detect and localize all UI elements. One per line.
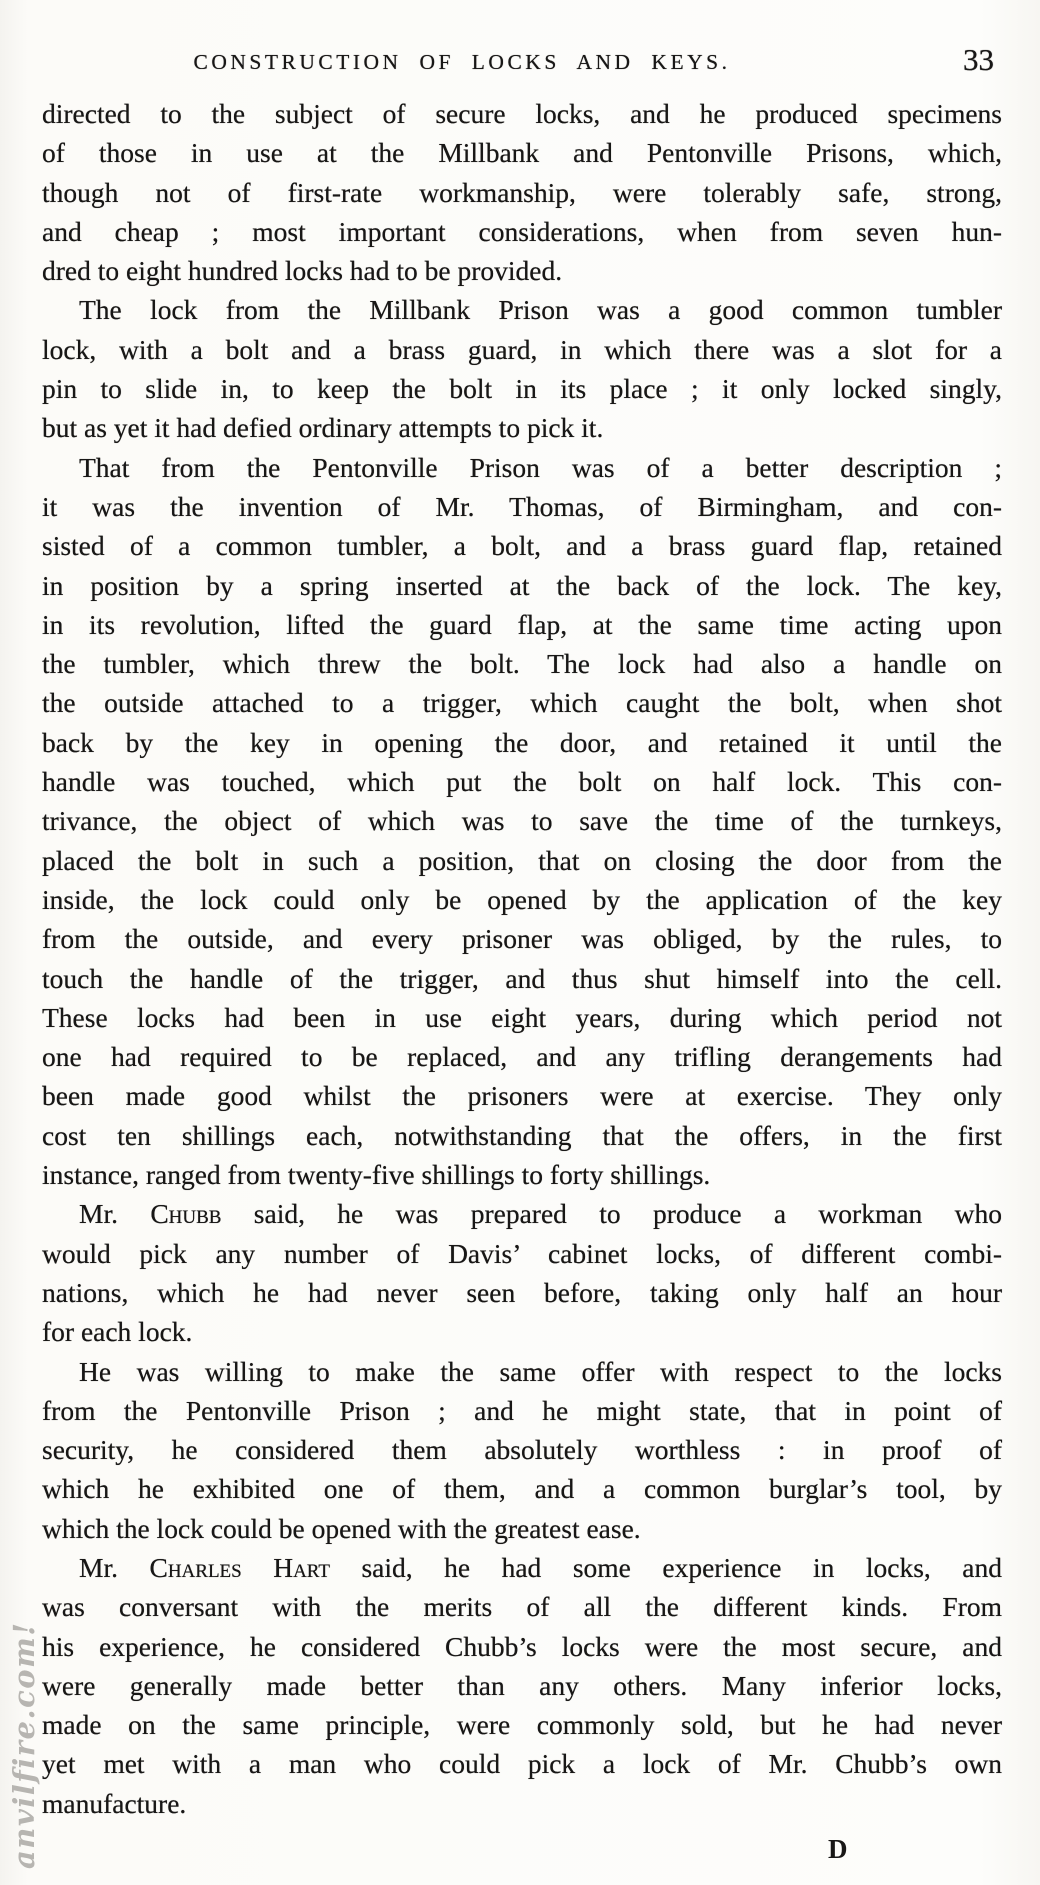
text-line: been made good whilst the prisoners were at exercise. They only — [42, 1080, 1002, 1112]
text-line: though not of first-rate workmanship, were tolerably safe, strong, — [42, 176, 1002, 208]
watermark-text: anvilfire.com! — [7, 1621, 41, 1869]
printer-signature-mark: D — [828, 1834, 849, 1864]
text-line: security, he considered them absolutely worthless : in proof of — [42, 1434, 1002, 1466]
text-line: These locks had been in use eight years, during which period not — [42, 1001, 1002, 1033]
text-line: from the Pentonville Prison ; and he might state, that in point of — [42, 1394, 1002, 1426]
text-line: sisted of a common tumbler, a bolt, and a brass guard flap, retained — [42, 530, 1002, 562]
text-line: one had required to be replaced, and any trifling derangements had — [42, 1041, 1002, 1073]
paragraph — [42, 1194, 1002, 1351]
text-line: which he exhibited one of them, and a common burglar’s tool, by — [42, 1473, 1002, 1505]
text-line: which the lock could be opened with the greatest ease. — [42, 1512, 641, 1544]
text-line: handle was touched, which put the bolt on half lock. This con- — [42, 766, 1002, 798]
text-line: for each lock. — [42, 1316, 193, 1348]
text-line: his experience, he considered Chubb’s locks were the most secure, and — [42, 1630, 1002, 1662]
text-line: would pick any number of Davis’ cabinet locks, of different combi- — [42, 1237, 1002, 1269]
text-line: Mr. Chubb said, he was prepared to produce a workman who — [79, 1198, 1003, 1230]
paragraph — [42, 1548, 1002, 1823]
text-line: back by the key in opening the door, and retained it until the — [42, 726, 1002, 758]
page-number: 33 — [963, 42, 994, 77]
page-body — [42, 94, 1002, 1823]
paragraph — [42, 448, 1002, 1195]
text-line: was conversant with the merits of all the different kinds. From — [42, 1591, 1002, 1623]
paragraph — [42, 1352, 1002, 1548]
text-line: manufacture. — [42, 1787, 187, 1819]
text-line: That from the Pentonville Prison was of a better description ; — [79, 451, 1002, 483]
text-line: pin to slide in, to keep the bolt in its place ; it only locked singly, — [42, 373, 1002, 405]
text-line: inside, the lock could only be opened by the application of the key — [42, 883, 1002, 915]
text-line: yet met with a man who could pick a lock of Mr. Chubb’s own — [42, 1748, 1002, 1780]
text-line: were generally made better than any others. Many inferior locks, — [42, 1669, 1002, 1701]
text-line: it was the invention of Mr. Thomas, of Birmingham, and con- — [42, 490, 1002, 522]
text-line: lock, with a bolt and a brass guard, in which there was a slot for a — [42, 333, 1002, 365]
text-line: trivance, the object of which was to save the time of the turnkeys, — [42, 805, 1002, 837]
text-line: in its revolution, lifted the guard flap, at the same time acting upon — [42, 608, 1002, 640]
text-line: nations, which he had never seen before, taking only half an hour — [42, 1276, 1002, 1308]
text-line: placed the bolt in such a position, that on closing the door from the — [42, 844, 1002, 876]
text-line: the outside attached to a trigger, which caught the bolt, when shot — [42, 687, 1002, 719]
paragraph — [42, 94, 1002, 290]
text-line: Mr. Charles Hart said, he had some experience in locks, and — [79, 1551, 1002, 1583]
text-line: made on the same principle, were commonly sold, but he had never — [42, 1709, 1002, 1741]
text-line: He was willing to make the same offer with respect to the locks — [79, 1355, 1002, 1387]
text-line: touch the handle of the trigger, and thus shut himself into the cell. — [42, 962, 1002, 994]
paragraph — [42, 290, 1002, 447]
text-line: directed to the subject of secure locks, and he produced specimens — [42, 98, 1002, 129]
text-line: dred to eight hundred locks had to be provided. — [42, 255, 563, 287]
text-line: instance, ranged from twenty-five shillings to forty shillings. — [42, 1159, 711, 1191]
text-line: and cheap ; most important considerations, when from seven hun- — [42, 215, 1002, 247]
text-line: from the outside, and every prisoner was obliged, by the rules, to — [42, 923, 1002, 955]
text-line: the tumbler, which threw the bolt. The lock had also a handle on — [42, 648, 1002, 680]
running-header-title: CONSTRUCTION OF LOCKS AND KEYS. — [193, 50, 731, 74]
text-line: of those in use at the Millbank and Pentonville Prisons, which, — [42, 137, 1002, 169]
text-line: in position by a spring inserted at the back of the lock. The key, — [42, 569, 1002, 601]
text-line: but as yet it had defied ordinary attempts to pick it. — [42, 412, 604, 444]
page-header — [42, 42, 1002, 86]
text-line: cost ten shillings each, notwithstanding that the offers, in the first — [42, 1119, 1002, 1151]
text-line: The lock from the Millbank Prison was a good common tumbler — [79, 294, 1002, 326]
